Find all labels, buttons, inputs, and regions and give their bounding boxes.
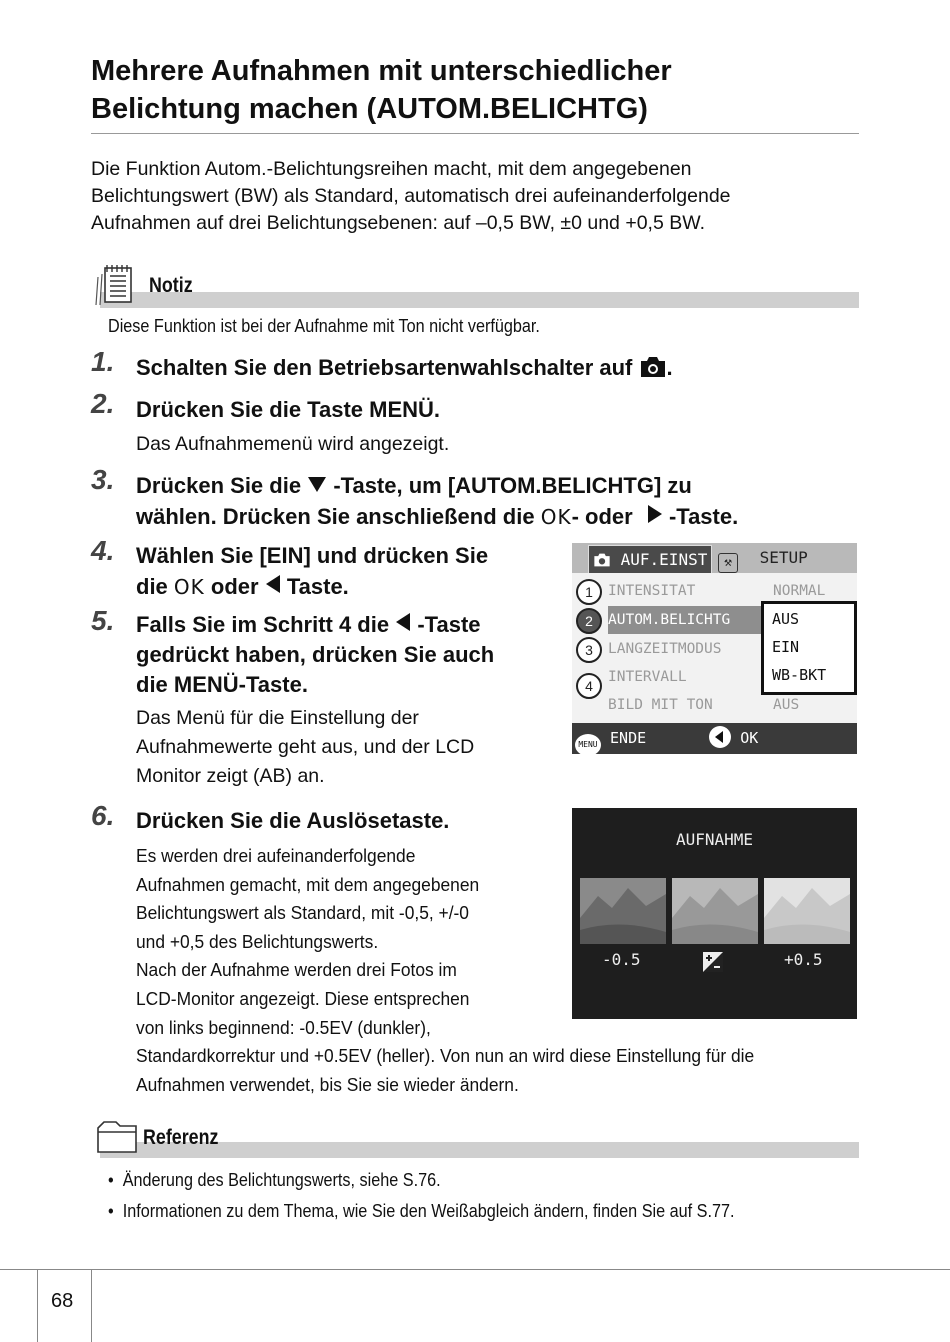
reference-item [108, 1170, 441, 1191]
footer-divider [0, 1269, 950, 1270]
step-2-text: Drücken Sie die Taste MENÜ. [136, 397, 441, 422]
footer-right-label: OK [740, 729, 759, 747]
thumbnail-dark [580, 878, 666, 944]
page-number-badge: 4 [576, 673, 602, 699]
step-5-sub-line: Aufnahmewerte geht aus, und der LCD [136, 736, 475, 758]
ok-key-label: OK [540, 505, 572, 529]
camera-icon [593, 548, 611, 576]
note-label: Notiz [149, 274, 193, 297]
shot-screen-title: AUFNAHME [675, 830, 754, 849]
bullet: • [108, 1201, 114, 1221]
exposure-label-plus: +0.5 [784, 950, 823, 969]
left-arrow-icon [265, 571, 281, 602]
page-number-badge: 3 [576, 637, 602, 663]
step-number: 6. [91, 800, 115, 831]
menu-row-label: LANGZEITMODUS [608, 641, 722, 657]
step-3-part: Drücken Sie die [136, 473, 302, 498]
options-popup [761, 601, 857, 695]
step-6-sub-line: LCD-Monitor angezeigt. Diese entsprechen [136, 987, 470, 1009]
step-3-part: wählen. Drücken Sie anschließend die [136, 504, 535, 529]
page-number: 68 [51, 1290, 74, 1312]
step-5-part: Falls Sie im Schritt 4 die [136, 612, 390, 637]
title-line-2: Belichtung machen (AUTOM.BELICHTG) [91, 93, 648, 125]
step-6-sub-line: von links beginnend: -0.5EV (dunkler), [136, 1016, 431, 1038]
step-2-sub: Das Aufnahmemenü wird angezeigt. [136, 433, 450, 455]
step-1-period: . [666, 355, 673, 380]
menu-button-icon: MENU [575, 734, 601, 754]
menu-row-value: NORMAL [773, 583, 826, 599]
lcd-footer [572, 723, 857, 754]
reference-link-text: Änderung des Belichtungswerts, siehe S.76. [122, 1170, 441, 1190]
reference-label: Referenz [143, 1126, 219, 1149]
step-number: 4. [91, 535, 115, 566]
page-number-badge: 2 [576, 608, 602, 634]
step-number: 5. [91, 605, 115, 636]
step-5-part: -Taste [417, 612, 481, 637]
menu-row-label: INTERVALL [608, 669, 687, 685]
step-6-sub-line: Nach der Aufnahme werden drei Fotos im [136, 959, 457, 981]
thumbnail-bright [764, 878, 850, 944]
step-6-sub-line: Aufnahmen gemacht, mit dem angegebenen [136, 873, 480, 895]
bullet: • [108, 1170, 114, 1190]
down-arrow-icon [307, 470, 327, 501]
option-item: EIN [772, 638, 800, 656]
step-5-part: die MENÜ-Taste. [136, 672, 308, 697]
exposure-compensation-icon [703, 952, 723, 972]
folder-icon [94, 1116, 142, 1156]
step-4-part: Taste. [286, 574, 349, 599]
step-5-sub-line: Das Menü für die Einstellung der [136, 707, 419, 729]
title-line-1: Mehrere Aufnahmen mit unterschiedlicher [91, 55, 672, 87]
intro-line: Belichtungswert (BW) als Standard, automatisch drei aufeinanderfolgende [91, 185, 731, 207]
step-4-part: Wählen Sie [EIN] und drücken Sie [136, 543, 489, 568]
intro-paragraph [91, 156, 861, 237]
camera-icon [639, 355, 667, 386]
option-item: AUS [772, 610, 800, 628]
title-divider [91, 133, 859, 134]
step-5-text [136, 610, 494, 700]
step-5-sub-line: Monitor zeigt (AB) an. [136, 765, 325, 787]
step-6-sub-line: Belichtungswert als Standard, mit -0,5, +/-0 [136, 902, 469, 924]
thumbnail-normal [672, 878, 758, 944]
step-1-label: Schalten Sie den Betriebsartenwahlschalter auf [136, 355, 633, 380]
step-1-text [136, 352, 673, 386]
option-item: WB-BKT [772, 666, 827, 684]
step-6-sub-line: Es werden drei aufeinanderfolgende [136, 845, 416, 866]
step-5-part: gedrückt haben, drücken Sie auch [136, 642, 495, 667]
intro-line: Die Funktion Autom.-Belichtungsreihen macht, mit dem angegebenen [91, 158, 692, 180]
reference-item [108, 1201, 734, 1222]
right-arrow-icon [647, 501, 663, 532]
intro-line: Aufnahmen auf drei Belichtungsebenen: auf –0,5 BW, ±0 und +0,5 BW. [91, 212, 705, 234]
menu-row-label: INTENSITAT [608, 583, 696, 599]
note-text: Diese Funktion ist bei der Aufnahme mit Ton nicht verfügbar. [108, 316, 540, 336]
tab-setup [718, 545, 850, 571]
exposure-label-minus: -0.5 [602, 950, 641, 969]
step-3-part: -Taste, um [AUTOM.BELICHTG] zu [333, 473, 692, 498]
left-arrow-circle-icon [709, 726, 731, 748]
step-3-text [136, 470, 738, 533]
tab-label: SETUP [759, 548, 808, 567]
step-number: 1. [91, 346, 115, 377]
tab-label: AUF.EINST [620, 550, 708, 569]
step-6-sub-line: Aufnahmen verwendet, bis Sie sie wieder ändern. [136, 1073, 519, 1095]
step-4-part: oder [210, 574, 259, 599]
left-arrow-icon [395, 610, 411, 640]
footer-divider-vertical [37, 1269, 38, 1342]
menu-row-label: BILD MIT TON [608, 697, 713, 713]
menu-row-value: AUS [773, 697, 800, 713]
step-6-sub-line: Standardkorrektur und +0.5EV (heller). Von nun an wird diese Einstellung für die [136, 1045, 755, 1067]
note-bar [100, 292, 859, 308]
ok-key-label: OK [173, 575, 205, 599]
step-6-sub-line: und +0,5 des Belichtungswerts. [136, 930, 379, 952]
menu-row [608, 691, 854, 719]
step-3-part: - oder [571, 504, 633, 529]
footer-divider-vertical [91, 1269, 92, 1342]
step-5-sub [136, 704, 474, 791]
tab-auf-einst [588, 545, 712, 576]
menu-row-label: AUTOM.BELICHTG [608, 612, 731, 628]
page-title [91, 52, 861, 128]
wrench-icon: ⚒ [718, 553, 738, 573]
step-number: 2. [91, 388, 115, 419]
camera-shot-screen [572, 808, 857, 1019]
step-4-part: die [136, 574, 168, 599]
notepad-icon [92, 265, 140, 307]
camera-menu-screen [572, 543, 857, 754]
step-6-text: Drücken Sie die Auslösetaste. [136, 808, 450, 833]
page-number-badge: 1 [576, 579, 602, 605]
step-4-text [136, 540, 488, 603]
step-3-part: -Taste. [668, 504, 739, 529]
footer-left-label: ENDE [610, 729, 647, 747]
reference-link-text: Informationen zu dem Thema, wie Sie den Weißabgleich ändern, finden Sie auf S.77. [122, 1201, 735, 1221]
step-number: 3. [91, 464, 115, 495]
